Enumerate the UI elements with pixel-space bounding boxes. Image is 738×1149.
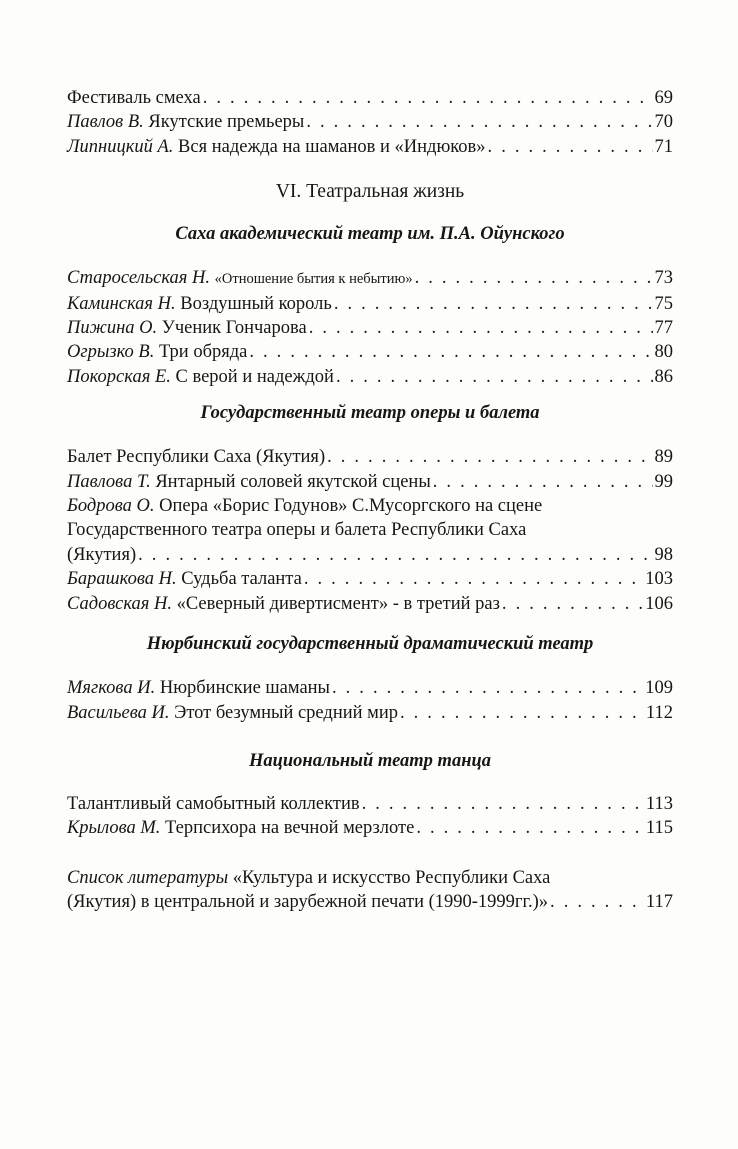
toc-entry [67, 340, 673, 364]
page-number: 70 [654, 112, 673, 133]
dot-leader [433, 470, 653, 494]
toc-entry [67, 445, 673, 469]
page-number: 77 [654, 318, 673, 339]
entry-title: Фестиваль смеха [67, 88, 201, 108]
entry-title: Терпсихора на вечной мерзлоте [165, 818, 415, 839]
dot-leader [502, 592, 643, 616]
dot-leader [336, 365, 653, 389]
dot-leader [488, 135, 653, 159]
toc-entry-festival [67, 86, 673, 110]
group-heading: Нюрбинский государственный драматический театр [146, 634, 594, 655]
page-number: 86 [654, 366, 673, 387]
table-of-contents [67, 86, 673, 915]
entry-title: Ученик Гончарова [161, 318, 307, 339]
toc-entry [67, 792, 673, 816]
entry-author: Павлова Т. [67, 471, 151, 492]
page-number: 73 [654, 268, 673, 289]
group-heading: Национальный театр танца [248, 750, 492, 771]
page-number: 117 [645, 892, 673, 913]
toc-entry [67, 676, 673, 700]
entry-author: Липницкий А. [67, 136, 174, 157]
entry-title: Три обряда [158, 342, 248, 363]
section-title: VI. Театральная жизнь [275, 181, 465, 203]
dot-leader [138, 543, 652, 567]
entry-title: С верой и надеждой [175, 366, 334, 387]
page-number: 80 [654, 342, 673, 363]
page-number: 71 [654, 136, 673, 157]
entry-author: Пижина О. [67, 318, 158, 339]
dot-leader [362, 792, 644, 816]
entry-title-line: «Культура и искусство Республики Саха [232, 867, 551, 888]
dot-leader [309, 316, 653, 340]
entry-title: Балет Республики Саха (Якутия) [67, 447, 326, 468]
dot-leader [306, 110, 652, 134]
page-number: 115 [645, 818, 673, 839]
toc-entry [67, 365, 673, 389]
entry-author: Садовская Н. [67, 593, 172, 614]
entry-author: Покорская Е. [67, 366, 171, 387]
toc-entry [67, 266, 673, 291]
dot-leader [332, 676, 643, 700]
entry-title-line: (Якутия) в центральной и зарубежной печати (1990-1999гг.)» [67, 892, 549, 913]
dot-leader [416, 816, 644, 840]
entry-author: Васильева И. [67, 702, 170, 723]
toc-entry [67, 567, 673, 591]
entry-author: Каминская Н. [67, 293, 176, 314]
toc-entry [67, 470, 673, 494]
page-number: 69 [654, 88, 673, 108]
group-heading: Государственный театр оперы и балета [200, 403, 540, 424]
entry-author: Мягкова И. [67, 678, 156, 699]
page-number: 89 [654, 447, 673, 468]
entry-title: Судьба таланта [181, 569, 302, 590]
entry-title-line: (Якутия) [67, 544, 137, 565]
toc-entry [67, 816, 673, 840]
entry-title: Вся надежда на шаманов и «Индюков» [178, 136, 486, 157]
entry-author: Крылова М. [67, 818, 161, 839]
entry-author: Барашкова Н. [67, 569, 177, 590]
entry-author: Павлов В. [67, 112, 144, 133]
entry-title: Этот безумный средний мир [174, 702, 398, 723]
dot-leader [304, 567, 643, 591]
dot-leader [327, 445, 652, 469]
page-number: 109 [645, 678, 673, 699]
toc-entry [67, 701, 673, 725]
toc-entry-bibliography [67, 866, 673, 915]
entry-title: Талантливый самобытный коллектив [67, 793, 360, 814]
dot-leader [334, 292, 653, 316]
toc-entry-lipnitsky [67, 135, 673, 159]
entry-author: Огрызко В. [67, 342, 155, 363]
entry-title: Нюрбинские шаманы [159, 678, 330, 699]
entry-title: Якутские премьеры [148, 112, 305, 133]
dot-leader [550, 890, 644, 914]
entry-author: Бодрова О. [67, 496, 155, 517]
toc-entry [67, 592, 673, 616]
entry-title: Воздушный король [180, 293, 332, 314]
toc-entry [67, 292, 673, 316]
entry-title-line: Опера «Борис Годунов» С.Мусоргского на сцене [159, 496, 543, 517]
dot-leader [249, 340, 652, 364]
entry-title: «Северный дивертисмент» - в третий раз [176, 593, 500, 614]
entry-title-line: Государственного театра оперы и балета Республики Саха [67, 520, 527, 541]
page-number: 99 [654, 471, 673, 492]
page-number: 113 [645, 793, 673, 814]
entry-title: «Отношение бытия к небытию» [214, 271, 413, 288]
page-number: 112 [645, 702, 673, 723]
entry-title: Янтарный соловей якутской сцены [155, 471, 431, 492]
page-number: 106 [645, 593, 673, 614]
group-heading: Саха академический театр им. П.А. Ойунского [175, 224, 565, 245]
dot-leader [415, 266, 653, 290]
entry-author: Список литературы [67, 867, 229, 888]
toc-entry [67, 494, 673, 567]
page-number: 103 [645, 569, 673, 590]
entry-author: Старосельская Н. [67, 268, 211, 289]
page-number: 98 [654, 544, 673, 565]
page-number: 75 [654, 293, 673, 314]
toc-entry-pavlov [67, 110, 673, 134]
toc-entry [67, 316, 673, 340]
dot-leader [400, 701, 644, 725]
dot-leader [203, 86, 653, 110]
